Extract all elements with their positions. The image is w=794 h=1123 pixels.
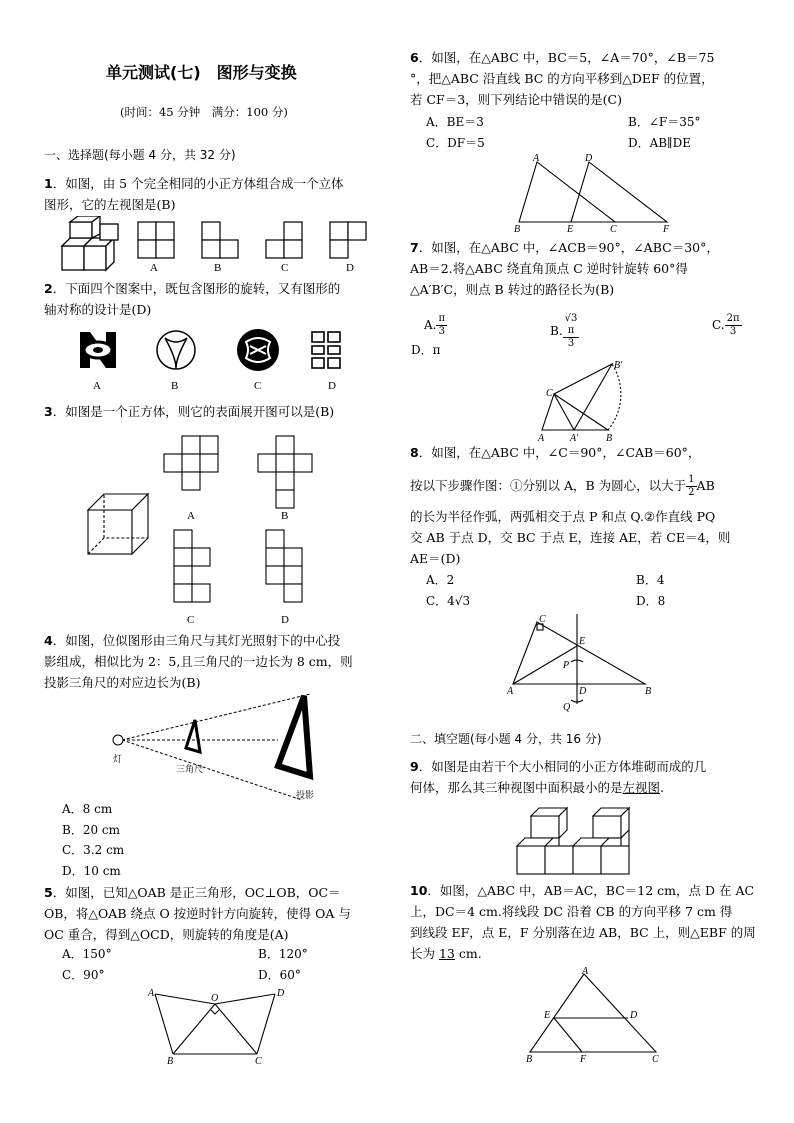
q1-label-a: A	[150, 262, 158, 274]
question-6: 6．如图，在△ABC 中，BC＝5，∠A＝70°，∠B＝75 °，把△ABC 沿直线 BC 的方向平移到△DEF 的位置， 若 CF＝3，则下列结论中错误的是(C)	[410, 50, 715, 107]
q7-figure	[530, 358, 630, 444]
q1-option-c-shape	[266, 222, 302, 258]
q1-option-b-shape	[202, 222, 238, 258]
q6-pt-e: E	[567, 224, 574, 234]
q7-option-c: C. $\frac{2\pi}{3}$	[712, 313, 740, 337]
q3-label-b: B	[281, 510, 289, 522]
q8-pt-p: P	[563, 660, 570, 671]
q3-net-c	[174, 530, 210, 602]
q5-option-c: C．90°	[62, 968, 105, 982]
q5-option-d: D．60°	[258, 968, 301, 982]
q5-figure	[145, 986, 295, 1066]
q10-pt-b: B	[526, 1054, 533, 1065]
question-10: 10．如图，△ABC 中，AB＝AC，BC＝12 cm，点 D 在 AC 上，DC＝4 cm.将线段 DC 沿着 CB 的方向平移 7 cm 得 到线段 EF，点 E，F 分别落在边 AB，BC 上，则△EBF 的周 长为 13 cm.	[410, 883, 756, 961]
q5-pt-c: C	[255, 1056, 262, 1066]
q7-option-a: A. $\frac{\pi}{3}$	[424, 313, 446, 337]
q5-option-b: B．120°	[258, 947, 308, 961]
q4-option-b: B．20 cm	[62, 823, 121, 837]
question-9: 9．如图是由若干个大小相同的小正方体堆砌而成的几 何体，那么其三种视图中面积最小的是左视图.	[410, 759, 707, 795]
question-8-rest: 的长为半径作弧，两弧相交于点 P 和点 Q.②作直线 PQ 交 AB 于点 D，交 BC 于点 E，连接 AE，若 CE＝4，则 AE＝(D)	[410, 509, 731, 566]
q7-pt-a: A	[538, 433, 545, 444]
q3-net-b	[258, 436, 312, 508]
q6-figure	[505, 150, 685, 234]
q10-pt-e: E	[544, 1010, 551, 1021]
q8-option-b: B．4	[636, 573, 665, 587]
q1-label-c: C	[281, 262, 289, 274]
q4-option-a: A．8 cm	[62, 802, 113, 816]
q8-pt-c: C	[539, 614, 546, 625]
q4-ruler-label: 三角尺	[176, 764, 204, 774]
section-choice-title: 一、选择题(每小题 4 分，共 32 分)	[44, 148, 236, 162]
q6-option-b: B．∠F＝35°	[628, 115, 701, 129]
q6-pt-a: A	[533, 153, 540, 164]
q7-option-b: B. √3 π 3	[550, 313, 578, 349]
q10-figure	[520, 966, 670, 1066]
q4-option-d: D．10 cm	[62, 864, 121, 878]
q2-label-b: B	[171, 380, 179, 392]
q3-cube	[88, 494, 148, 554]
q8-option-c: C．4√3	[426, 594, 471, 608]
q10-pt-d: D	[630, 1010, 638, 1021]
q10-pt-a: A	[582, 966, 589, 977]
question-3: 3．如图是一个正方体，则它的表面展开图可以是(B)	[44, 404, 335, 419]
q5-pt-b: B	[167, 1056, 174, 1066]
question-4: 4．如图，位似图形由三角尺与其灯光照射下的中心投 影组成，相似比为 2：5,且三角尺的一边长为 8 cm，则 投影三角尺的对应边长为(B)	[44, 633, 353, 690]
q6-option-d: D．AB∥DE	[628, 136, 692, 150]
q10-pt-c: C	[652, 1054, 659, 1065]
q8-pt-q: Q	[563, 702, 571, 712]
q7-pt-a-prime: A′	[570, 433, 579, 444]
question-7: 7．如图，在△ABC 中，∠ACB＝90°，∠ABC＝30°， AB＝2.将△ABC 绕直角顶点 C 逆时针旋转 60°得 △A′B′C，则点 B 转过的路径长为(B)	[410, 240, 719, 297]
q8-option-a: A．2	[426, 573, 455, 587]
q6-pt-d: D	[585, 153, 593, 164]
q9-figure	[515, 800, 645, 882]
q1-label-b: B	[214, 262, 222, 274]
q2-label-c: C	[254, 380, 262, 392]
q2-pattern-c	[237, 329, 279, 371]
q2-label-a: A	[93, 380, 101, 392]
question-5: 5．如图，已知△OAB 是正三角形，OC⊥OB，OC＝ OB，将△OAB 绕点 O 按逆时针方向旋转，使得 OA 与 OC 重合，得到△OCD，则旋转的角度是(A)	[44, 885, 351, 942]
q6-option-c: C．DF＝5	[426, 136, 485, 150]
q8-pt-b: B	[645, 686, 652, 697]
q8-option-d: D．8	[636, 594, 666, 608]
q3-label-c: C	[187, 614, 195, 626]
q1-option-a-shape	[138, 222, 174, 258]
q5-option-a: A．150°	[62, 947, 112, 961]
q4-lamp-label: 灯	[113, 754, 123, 764]
q4-projection-label: 投影	[296, 790, 315, 800]
q3-net-d	[266, 530, 302, 602]
q10-pt-f: F	[580, 1054, 587, 1065]
q2-pattern-b	[157, 331, 195, 369]
q7-pt-c: C	[546, 388, 553, 399]
question-1: 1．如图，由 5 个完全相同的小正方体组合成一个立体 图形，它的左视图是(B)	[44, 176, 344, 212]
q5-pt-d: D	[277, 988, 285, 999]
q8-pt-e: E	[579, 636, 586, 647]
q2-pattern-d	[312, 332, 340, 368]
q1-solid	[62, 216, 118, 270]
q3-net-a	[164, 436, 218, 490]
q1-option-d-shape	[330, 222, 366, 258]
q4-option-c: C．3.2 cm	[62, 843, 125, 857]
q8-pt-a: A	[507, 686, 514, 697]
q3-label-d: D	[281, 614, 289, 626]
q2-label-d: D	[328, 380, 336, 392]
q3-figure	[84, 432, 354, 608]
q8-pt-d: D	[579, 686, 587, 697]
exam-meta: (时间：45 分钟 满分：100 分)	[120, 105, 288, 119]
q6-pt-f: F	[663, 224, 670, 234]
q5-pt-a: A	[148, 988, 155, 999]
q7-pt-b-prime: B′	[614, 360, 623, 371]
section-fill-title: 二、填空题(每小题 4 分，共 16 分)	[410, 732, 602, 746]
q6-pt-c: C	[610, 224, 617, 234]
question-2: 2．下面四个图案中，既包含图形的旋转，又有图形的 轴对称的设计是(D)	[44, 281, 341, 317]
page-title: 单元测试(七) 图形与变换	[106, 63, 297, 82]
q7-option-d: D．π	[411, 343, 441, 357]
q4-ruler	[186, 720, 200, 752]
q4-projection	[278, 696, 310, 776]
q6-option-a: A．BE＝3	[426, 115, 484, 129]
q4-figure	[100, 690, 340, 800]
q9-answer: 左视图	[622, 780, 661, 795]
question-8: 8．如图，在△ABC 中，∠C＝90°，∠CAB＝60°，	[410, 445, 701, 460]
q1-label-d: D	[346, 262, 354, 274]
lamp-icon	[113, 735, 123, 745]
q10-answer: 13	[438, 946, 455, 961]
q5-pt-o: O	[211, 993, 219, 1004]
q3-label-a: A	[187, 510, 195, 522]
question-8-line2: 按以下步骤作图：①分别以 A，B 为圆心，以大于 $\frac{1}{2}$ AB	[410, 474, 715, 498]
q7-pt-b: B	[606, 433, 613, 444]
q2-pattern-a	[80, 332, 116, 368]
q8-figure	[505, 612, 665, 712]
q2-figure	[70, 328, 370, 378]
q6-pt-b: B	[514, 224, 521, 234]
